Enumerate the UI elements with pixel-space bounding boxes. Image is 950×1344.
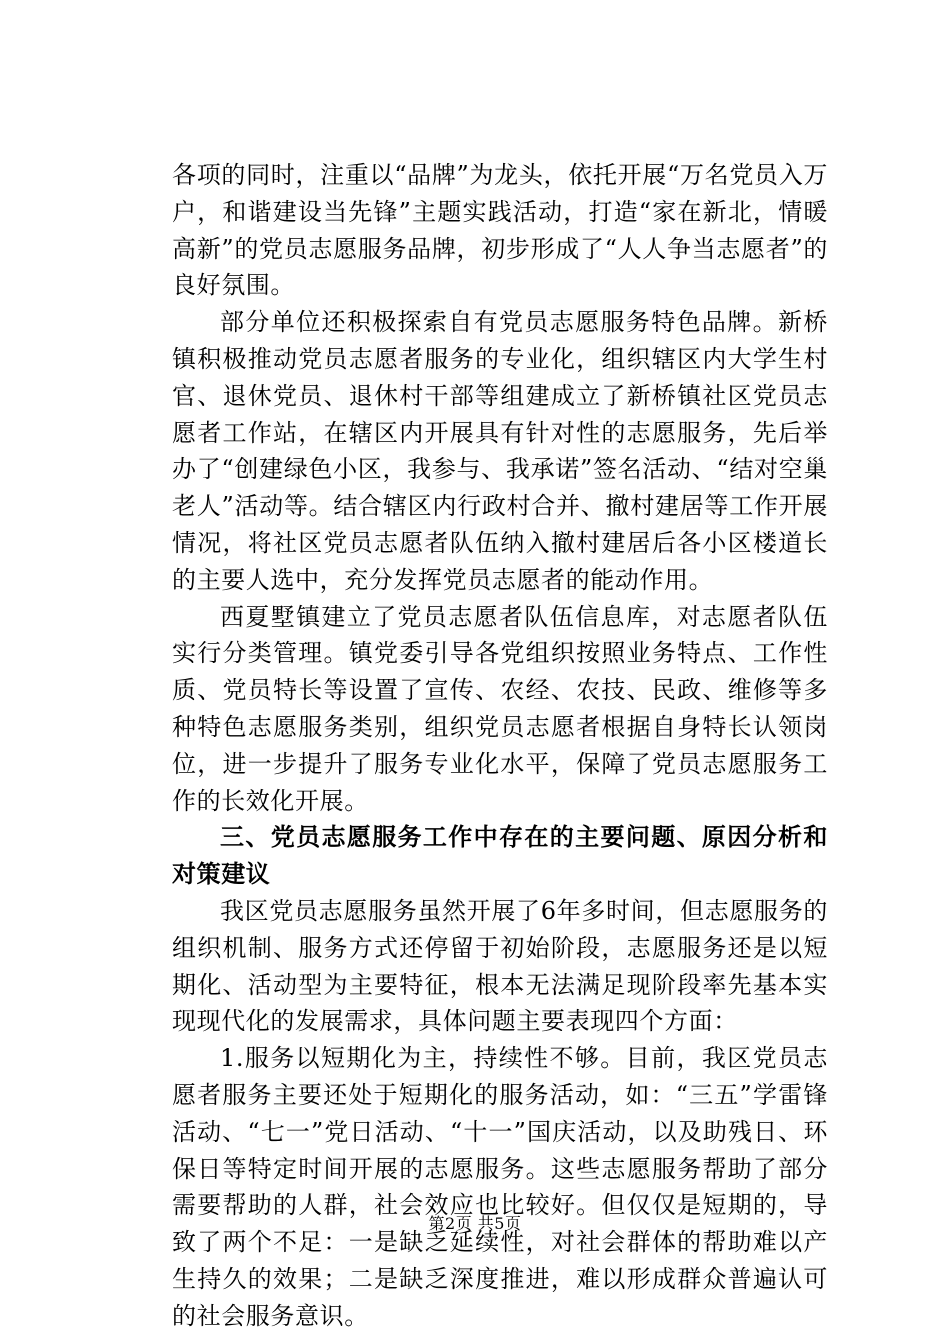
paragraph-xinqiao-town: 部分单位还积极探索自有党员志愿服务特色品牌。新桥镇积极推动党员志愿者服务的专业化，组织辖区内大学生村官、退休党员、退休村干部等组建成立了新桥镇社区党员志愿者工作站，在辖区内开展具有针对性的志愿服务，先后举办了“创建绿色小区，我参与、我承诺”签名活动、“结对空巢老人”活动等。结合辖区内行政村合并、撤村建居等工作开展情况，将社区党员志愿者队伍纳入撤村建居后各小区楼道长的主要人选中，充分发挥党员志愿者的能动作用。 bbox=[172, 308, 828, 594]
paragraph-xixiashu-town: 西夏墅镇建立了党员志愿者队伍信息库，对志愿者队伍实行分类管理。镇党委引导各党组织按照业务特点、工作性质、党员特长等设置了宣传、农经、农技、民政、维修等多种特色志愿服务类别，组织党员志愿者根据自身特长认领岗位，进一步提升了服务专业化水平，保障了党员志愿服务工作的长效化开展。 bbox=[172, 602, 828, 815]
paragraph-problems-overview: 我区党员志愿服务虽然开展了6年多时间，但志愿服务的组织机制、服务方式还停留于初始阶段，志愿服务还是以短期化、活动型为主要特征，根本无法满足现阶段率先基本实现现代化的发展需求，具体问题主要表现四个方面： bbox=[172, 896, 828, 1036]
paragraph-brand-building: 各项的同时，注重以“品牌”为龙头，依托开展“万名党员入万户，和谐建设当先锋”主题实践活动，打造“家在新北，情暖高新”的党员志愿服务品牌，初步形成了“人人争当志愿者”的良好氛围。 bbox=[172, 161, 828, 300]
page-number-footer: 第2页 共5页 bbox=[428, 1214, 522, 1233]
paragraph-problem-1: 1.服务以短期化为主，持续性不够。目前，我区党员志愿者服务主要还处于短期化的服务活动，如：“三五”学雷锋活动、“七一”党日活动、“十一”国庆活动，以及助残日、环保日等特定时间开展的志愿服务。这些志愿服务帮助了部分需要帮助的人群，社会效应也比较好。但仅仅是短期的，导致了两个不足：一是缺乏延续性，对社会群体的帮助难以产生持久的效果；二是缺乏深度推进，难以形成群众普遍认可的社会服务意识。 bbox=[172, 1044, 828, 1330]
document-body bbox=[172, 157, 828, 1335]
section-heading: 三、党员志愿服务工作中存在的主要问题、原因分析和对策建议 bbox=[172, 823, 828, 889]
